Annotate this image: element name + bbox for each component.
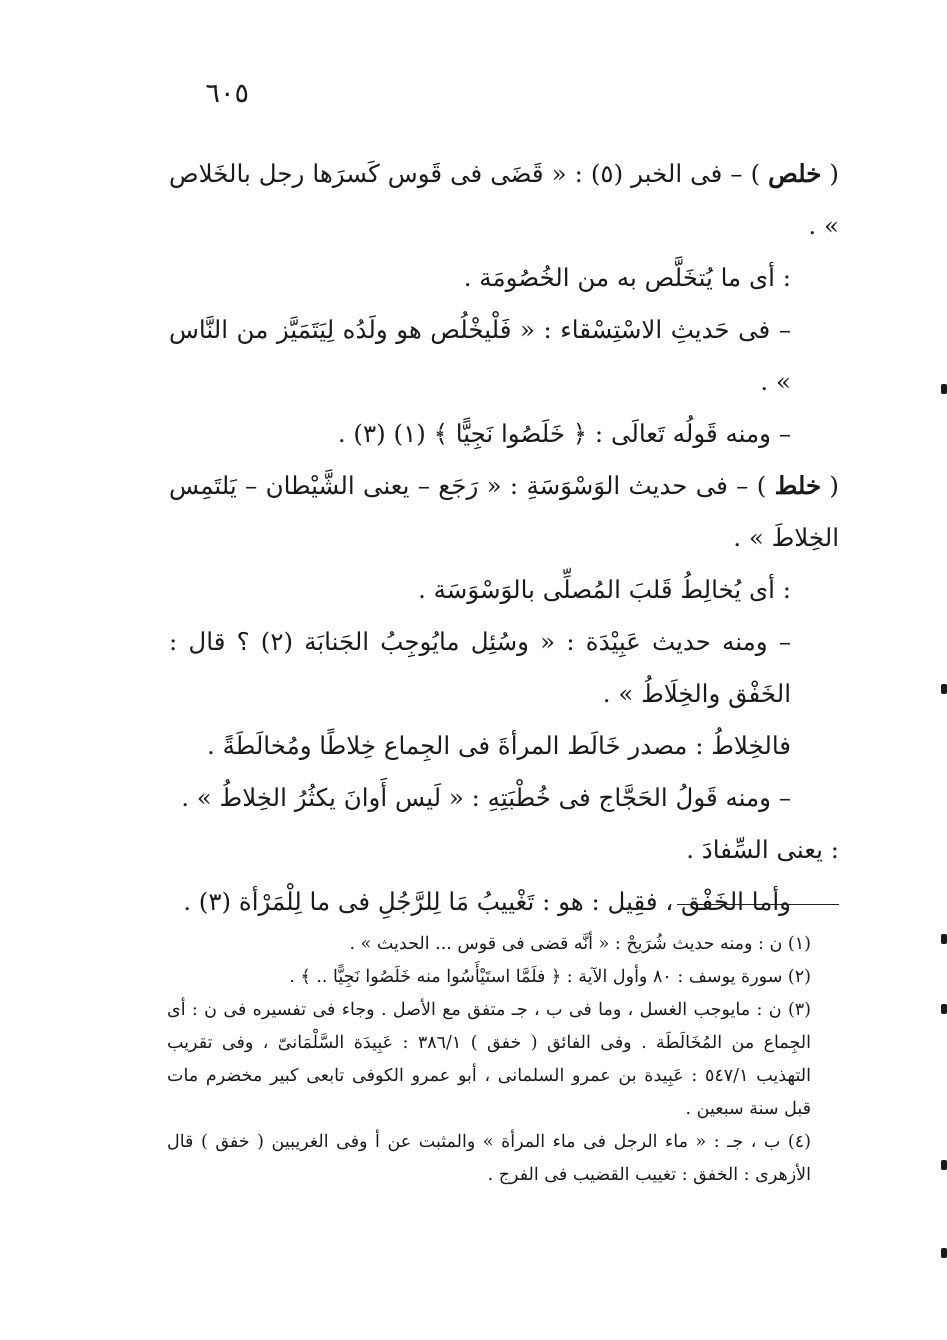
root-word: خلط	[774, 471, 822, 500]
paragraph-explanation: : أى ما يُتخَلَّص به من الخُصُومَة .	[463, 263, 791, 292]
footnotes	[167, 928, 839, 1192]
scan-edge-mark	[941, 1004, 947, 1014]
paragraph-khalas: ( خلص ) – فى الخبر (٥) : « قَضَى فى قَوس كَسرَها رجل بالخَلاص » .	[169, 159, 839, 240]
page-number: ٦٠٥	[205, 78, 249, 109]
paragraph-hadith: – ومنه حديث عَبِيْدَة : « وسُئِل مايُوجِبُ الجَنابَة (٢) ؟ قال : الخَفْق والخِلَاطُ » .	[169, 627, 791, 708]
footnote: (٤) ب ، جـ : « ماء الرجل فى ماء المرأة » والمثبت عن أ وفى الغريبين ( خفق ) قال الأزهرى : الخفق : تغييب القضيب فى الفرج .	[167, 1132, 811, 1185]
footnote-divider	[677, 904, 839, 905]
paragraph-hadith: – ومنه قَولُ الحَجَّاج فى خُطْبَتِهِ : « لَيس أَوانَ يكثُرُ الخِلاطُ » .	[181, 783, 791, 812]
main-text	[169, 148, 839, 928]
paragraph-explanation: : يعنى السِّفادَ .	[686, 835, 839, 864]
scan-edge-mark	[941, 1160, 947, 1170]
paragraph-hadith: – فى حَديثِ الاسْتِسْقاء : « فَلْيخْلُص هو ولَدُه لِيَتَمَيَّز من النَّاس » .	[169, 315, 791, 396]
footnote: (١) ن : ومنه حديث شُرَيحْ : « أنَّه قضى فى قوس ... الحديث » .	[349, 934, 811, 954]
root-word: خلص	[768, 159, 822, 188]
scan-edge-mark	[941, 384, 947, 394]
scan-edge-mark	[941, 684, 947, 694]
paragraph-explanation: : أى يُخالِطُ قَلبَ المُصلِّى بالوَسْوَسَة .	[418, 575, 791, 604]
paragraph-quran: – ومنه قَولُه تَعالَى : ﴿ خَلَصُوا نَجِيًّا ﴾ (١) (٣) .	[337, 419, 791, 448]
footnote: (٣) ن : مايوجب الغسل ، وما فى ب ، جـ متفق مع الأصل . وجاء فى تفسيره فى ن : أى الجِماع من المُخَالَطَة . وفى الفائق ( خفق ) ٣٨٦/١ : عَبِيدَة السَّلْمَانىّ ، وفى تقريب التهذيب ٥٤٧/١ : عَبِيدة بن عمرو السلمانى ، أبو عمرو الكوفى تابعى كبير مخضرم مات قبل سنة سبعين .	[167, 1000, 811, 1119]
scan-edge-mark	[941, 1248, 947, 1258]
paragraph-khalat: ( خلط ) – فى حديث الوَسْوَسَةِ : « رَجَع – يعنى الشَّيْطان – يَلتَمِس الخِلاطَ » .	[169, 471, 839, 552]
paragraph-definition: وأما الخَفْق ، فقِيل : هو : تَغْييبُ مَا لِلرَّجُلِ فى ما لِلْمَرْأة (٣) .	[183, 887, 791, 916]
scan-edge-mark	[941, 934, 947, 944]
footnote: (٢) سورة يوسف : ٨٠ وأول الآية : ﴿ فلَمَّا استَيْأَسُوا منه خَلَصُوا نَجِيًّا .. ﴾ .	[289, 967, 811, 987]
paragraph-definition: فالخِلاطُ : مصدر خَالَط المرأةَ فى الجِماع خِلاطًا ومُخالَطَةً .	[207, 731, 791, 760]
